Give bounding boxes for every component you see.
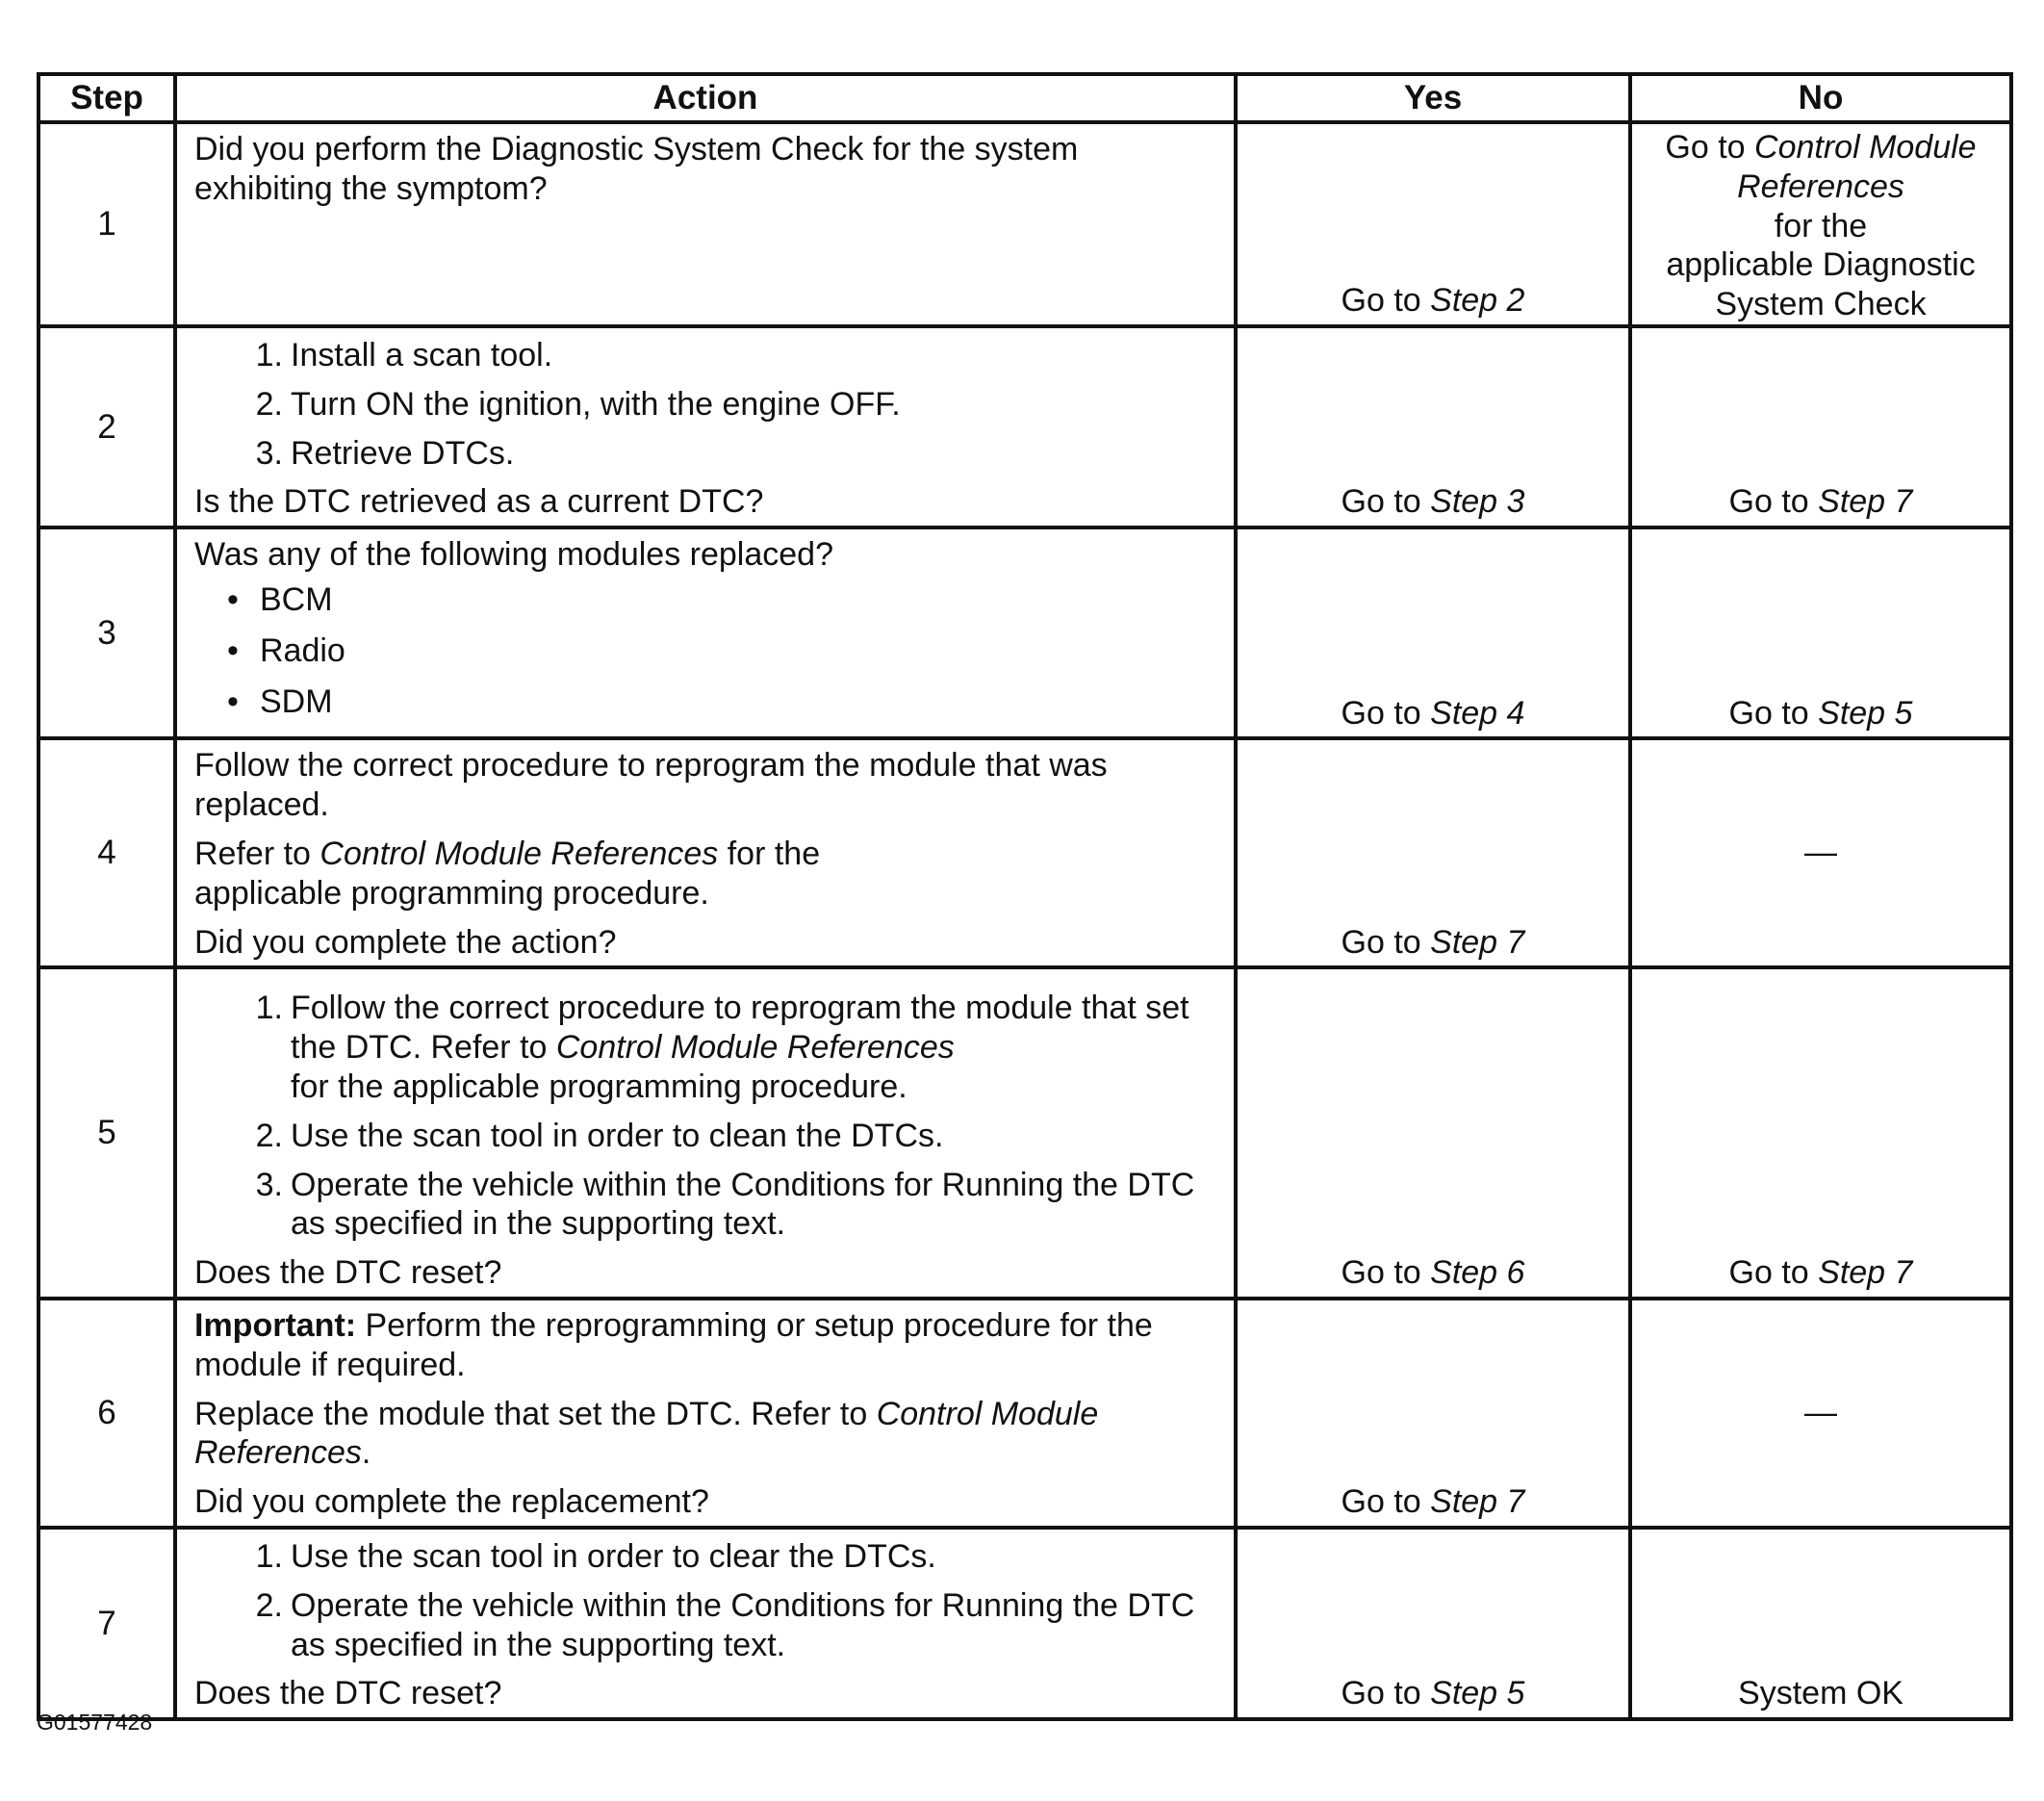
step-link[interactable]: Step 7	[1818, 1254, 1913, 1292]
no-outcome: Go to Step 5	[1728, 694, 1913, 732]
step-link[interactable]: Step 3	[1430, 483, 1525, 521]
bullet-list	[194, 580, 1220, 721]
action-cell	[175, 326, 1236, 527]
action-reference: Refer to Control Module References for the	[194, 835, 821, 872]
numbered-list	[194, 1537, 1220, 1664]
no-cell	[1630, 1299, 2011, 1528]
table-row	[38, 1299, 2011, 1528]
yes-outcome: Go to Step 2	[1341, 282, 1525, 320]
step-number: 7	[38, 1528, 175, 1719]
action-cell	[175, 738, 1236, 967]
important-note: Important: Perform the reprogramming or setup procedure for the module if required.	[194, 1306, 1153, 1383]
action-question: Is the DTC retrieved as a current DTC?	[194, 483, 764, 521]
step-number: 6	[38, 1299, 175, 1528]
yes-cell	[1236, 738, 1630, 967]
header-action: Action	[175, 74, 1236, 122]
no-cell	[1630, 122, 2011, 326]
yes-cell	[1236, 122, 1630, 326]
no-outcome: —	[1804, 834, 1837, 871]
list-item: 3. Retrieve DTCs.	[255, 434, 515, 472]
no-cell	[1630, 738, 2011, 967]
table-row	[38, 326, 2011, 527]
no-outcome: Go to Step 7	[1728, 483, 1913, 521]
no-cell	[1630, 967, 2011, 1299]
list-item: • Radio	[194, 631, 1220, 671]
yes-cell	[1236, 527, 1630, 738]
table-row	[38, 738, 2011, 967]
list-item: • BCM	[194, 580, 1220, 620]
header-no: No	[1630, 74, 2011, 122]
no-cell	[1630, 1528, 2011, 1719]
step-link[interactable]: Step 7	[1430, 1483, 1525, 1521]
figure-id: G01577428	[37, 1710, 153, 1735]
action-cell	[175, 122, 1236, 326]
reference-link[interactable]: Control Module References	[194, 1395, 1099, 1472]
no-outcome: System OK	[1738, 1675, 1903, 1712]
no-outcome: —	[1804, 1394, 1837, 1431]
header-yes: Yes	[1236, 74, 1630, 122]
yes-outcome: Go to Step 3	[1341, 483, 1525, 521]
action-cell	[175, 1299, 1236, 1528]
step-number: 4	[38, 738, 175, 967]
numbered-list	[194, 989, 1220, 1244]
action-cell	[175, 967, 1236, 1299]
action-question: Does the DTC reset?	[194, 1675, 502, 1712]
yes-outcome: Go to Step 4	[1341, 694, 1525, 732]
step-number: 2	[38, 326, 175, 527]
reference-link[interactable]: Control Module References	[555, 1029, 955, 1067]
list-item: 2. Turn ON the ignition, with the engine OFF.	[255, 385, 901, 423]
header-step: Step	[38, 74, 175, 122]
table-row	[38, 527, 2011, 738]
list-item: 2. Use the scan tool in order to clean the DTCs.	[255, 1117, 944, 1154]
no-outcome: Go to Control Module References for the applicable Diagnostic System Check	[1665, 129, 1977, 323]
action-cell	[175, 527, 1236, 738]
numbered-list	[194, 336, 1220, 473]
diagnostic-table	[37, 72, 2013, 1721]
table-row	[38, 967, 2011, 1299]
yes-outcome: Go to Step 7	[1341, 923, 1525, 961]
step-number: 1	[38, 122, 175, 326]
table-row	[38, 1528, 2011, 1719]
action-text: Did you perform the Diagnostic System Check for the system exhibiting the symptom?	[194, 131, 1079, 207]
reference-link[interactable]: Control Module References	[319, 835, 719, 872]
list-item: • SDM	[194, 682, 1220, 722]
important-label: Important:	[194, 1306, 357, 1344]
action-text: Follow the correct procedure to reprogram the module that was replaced.	[194, 747, 1108, 824]
step-number: 3	[38, 527, 175, 738]
action-text: Replace the module that set the DTC. Refer to Control Module References.	[194, 1395, 1099, 1472]
step-link[interactable]: Step 5	[1818, 694, 1913, 732]
step-link[interactable]: Step 7	[1430, 923, 1525, 961]
list-item: 1. Follow the correct procedure to reprogram the module that set the DTC. Refer to Control Module References for the applicable programming procedure.	[255, 990, 1189, 1105]
yes-outcome: Go to Step 6	[1341, 1254, 1525, 1292]
step-link[interactable]: Step 6	[1430, 1254, 1525, 1292]
list-item: 2. Operate the vehicle within the Conditions for Running the DTC as specified in the supporting text.	[255, 1586, 1195, 1663]
yes-cell	[1236, 1528, 1630, 1719]
step-link[interactable]: Step 5	[1430, 1675, 1525, 1712]
yes-outcome: Go to Step 7	[1341, 1483, 1525, 1521]
action-question: Did you complete the action?	[194, 923, 617, 961]
step-link[interactable]: Step 4	[1430, 694, 1525, 732]
no-outcome: Go to Step 7	[1728, 1254, 1913, 1292]
yes-cell	[1236, 326, 1630, 527]
yes-cell	[1236, 967, 1630, 1299]
no-cell	[1630, 326, 2011, 527]
list-item: 1. Install a scan tool.	[255, 337, 553, 373]
action-cell	[175, 1528, 1236, 1719]
list-item: 1. Use the scan tool in order to clear the DTCs.	[255, 1537, 936, 1575]
action-text: Was any of the following modules replaced?	[194, 536, 833, 574]
no-cell	[1630, 527, 2011, 738]
action-question: Did you complete the replacement?	[194, 1483, 709, 1521]
table-row	[38, 122, 2011, 326]
yes-cell	[1236, 1299, 1630, 1528]
action-reference-line2: applicable programming procedure.	[194, 874, 709, 912]
action-question: Does the DTC reset?	[194, 1254, 502, 1292]
step-number: 5	[38, 967, 175, 1299]
list-item: 3. Operate the vehicle within the Conditions for Running the DTC as specified in the supporting text.	[255, 1166, 1195, 1243]
yes-outcome: Go to Step 5	[1341, 1675, 1525, 1712]
reference-link[interactable]: Control Module References	[1737, 129, 1977, 205]
step-link[interactable]: Step 2	[1430, 282, 1525, 320]
step-link[interactable]: Step 7	[1818, 483, 1913, 521]
table-header-row	[38, 74, 2011, 122]
